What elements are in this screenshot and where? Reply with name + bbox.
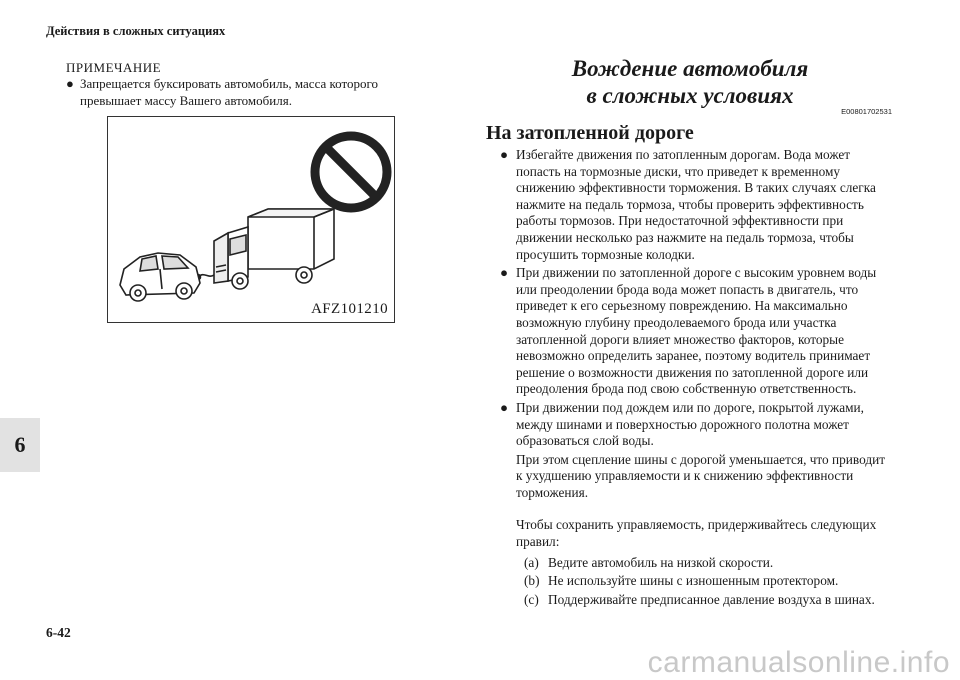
- rules-list: [500, 555, 892, 609]
- watermark: carmanualsonline.info: [647, 646, 950, 679]
- bullet-dot-icon: ●: [500, 265, 509, 281]
- running-header: Действия в сложных ситуациях: [46, 24, 226, 38]
- bullet-dot-icon: ●: [66, 76, 74, 91]
- chapter-tab: 6: [0, 418, 40, 472]
- note-title: ПРИМЕЧАНИЕ: [66, 60, 162, 75]
- bullet-dot-icon: ●: [500, 399, 509, 415]
- list-text: Поддерживайте предписанное давление воздуха в шинах.: [548, 591, 875, 607]
- section-title-line2: в сложных условиях: [586, 83, 794, 108]
- figure-code: AFZ101210: [311, 301, 388, 317]
- section-title: [520, 55, 860, 109]
- body-text: [500, 147, 892, 610]
- bullet-dot-icon: ●: [500, 147, 509, 162]
- section-title-line1: Вождение автомобиля: [571, 56, 809, 81]
- list-label: (c): [524, 591, 539, 607]
- prohibition-icon: [315, 136, 387, 208]
- list-label: (b): [524, 573, 540, 589]
- bullet-text: При движении под дождем или по дороге, покрытой лужами, между шинами и поверхностью дорожного полотна может образоваться слой воды.: [516, 399, 864, 449]
- bullet-text: Избегайте движения по затопленным дорогам. Вода может попасть на тормозные диски, что приведет к временному снижению эффективности торможения. В таких случаях слегка нажмите на педаль тормоза, чтобы проверить эффективность работы тормозов. При недостаточной эффективности при движении несколько раз нажмите на педаль тормоза, чтобы просушить тормозные колодки.: [516, 147, 876, 262]
- car-icon: [120, 253, 200, 301]
- note-text: Запрещается буксировать автомобиль, масса которого превышает массу Вашего автомобиля.: [80, 76, 379, 108]
- list-label: (a): [524, 554, 539, 570]
- towing-illustration: [108, 117, 394, 322]
- bullet-item: [500, 147, 892, 263]
- list-item: [524, 555, 892, 572]
- list-item: [524, 592, 892, 609]
- subsection-heading: На затопленной дороге: [486, 122, 694, 144]
- note-bullet: [66, 75, 406, 109]
- bullet-item: [500, 400, 892, 450]
- bullet-text: При движении по затопленной дороге с высоким уровнем воды или преодолении брода вода может попасть в двигатель, что приведет к его серьезному повреждению. На максимально возможную глубину преодолеваемого брода или участка затопленной дороги влияет множество факторов, которые невозможно определить заранее, поэтому водитель принимает решение о возможности движения по затопленной дороге или преодоления брода под свою собственную ответственность.: [516, 265, 877, 397]
- reference-code: E00801702531: [841, 107, 892, 116]
- list-item: [524, 573, 892, 590]
- truck-icon: [214, 209, 334, 289]
- list-text: Ведите автомобиль на низкой скорости.: [548, 554, 774, 570]
- bullet-continuation: При этом сцепление шины с дорогой уменьшается, что приводит к ухудшению управляемости и к снижению эффективности торможения.: [516, 451, 886, 500]
- page-number: 6-42: [46, 625, 71, 640]
- towing-prohibited-figure: [107, 116, 395, 323]
- bullet-item: [500, 265, 892, 398]
- list-intro: Чтобы сохранить управляемость, придерживайтесь следующих правил:: [516, 517, 877, 550]
- list-text: Не используйте шины с изношенным протектором.: [548, 573, 839, 589]
